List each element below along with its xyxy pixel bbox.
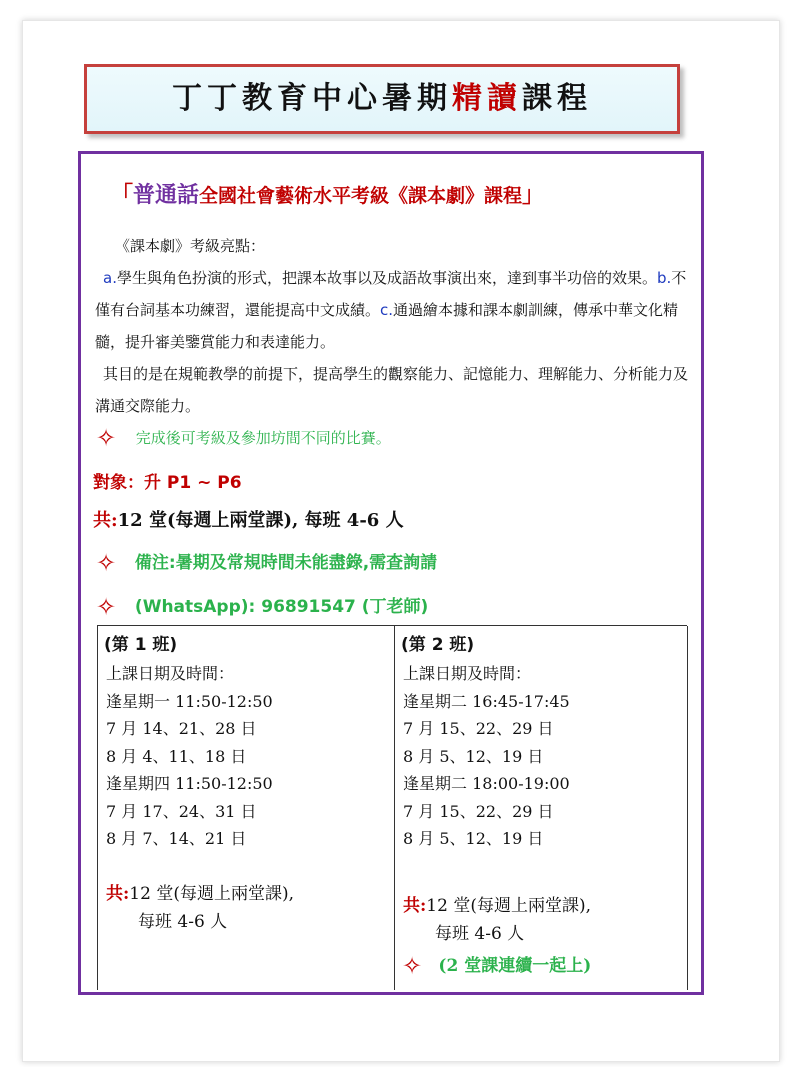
point-b-letter: b. [656,269,672,287]
class-1-total-label: 共: [106,884,130,904]
class-2-total-a: 12 堂(每週上兩堂課), [426,896,591,916]
class-2-line: 7 月 15、22、29 日 [403,719,554,738]
target-label: 對象： [93,473,144,493]
class-1-line: 7 月 17、24、31 日 [106,801,257,821]
class-1-head: (第 1 班) [104,635,178,655]
target-line [93,468,242,493]
sparkle-icon: ✧ [401,952,423,980]
course-frame [78,151,704,995]
title-part2: 課程 [522,81,592,116]
class-2-total [403,892,591,948]
class-2-schedule [403,660,570,853]
heading-close-quote: 」 [522,182,545,208]
heading-putonghua: 普通話 [133,182,200,208]
class-2-line: 上課日期及時間： [403,664,532,683]
class-schedule-table [97,625,687,990]
class-1-cell [97,626,395,990]
course-heading [111,178,691,209]
class-1-total-b: 每班 4-6 人 [138,912,228,932]
poster-title [84,64,680,134]
point-b-text: 不僅有台詞基本功練習，還能提高中文成績。 [95,269,687,319]
remark-note [93,548,437,575]
total-label: 共: [93,510,118,531]
class-2-cell [394,626,688,990]
class-2-head: (第 2 班) [401,635,475,655]
point-a-letter: a. [103,269,117,287]
sparkle-icon: ✧ [95,549,117,577]
class-2-note-text: (2 堂課連續一起上) [438,956,592,976]
class-1-schedule [106,660,273,853]
class-2-line: 逢星期二 16:45-17:45 [403,691,570,711]
class-2-line: 8 月 5、12、19 日 [403,746,544,766]
class-2-line: 8 月 5、12、19 日 [403,829,544,848]
class-1-total [106,880,294,936]
heading-open-quote: 「 [111,182,134,208]
intro-purpose: 其目的是在規範教學的前提下，提高學生的觀察能力、記憶能力、理解能力、分析能力及溝通交際能力。 [95,365,689,415]
class-2-note [399,952,591,980]
class-1-total-a: 12 堂(每週上兩堂課), [129,884,294,904]
class-2-total-label: 共: [403,896,427,916]
class-1-line: 上課日期及時間： [106,664,235,683]
point-a-text: 學生與角色扮演的形式，把課本故事以及成語故事演出來，達到事半功倍的效果。 [116,269,657,287]
whatsapp-text: (WhatsApp): 96891547 (丁老師) [134,597,429,617]
point-c-letter: c. [380,301,394,319]
class-2-line: 逢星期二 18:00-19:00 [403,774,570,793]
title-highlight: 精讀 [452,81,522,116]
intro-label: 《課本劇》考級亮點： [115,237,266,255]
sparkle-icon: ✧ [95,424,117,452]
point-c-text: 通過繪本據和課本劇訓練，傳承中華文化精髓，提升審美鑒賞能力和表達能力。 [95,301,679,351]
heading-rest: 全國社會藝術水平考級《課本劇》課程 [199,185,523,207]
title-part1: 丁丁教育中心暑期 [172,81,452,116]
class-1-line: 8 月 7、14、21 日 [106,829,247,848]
class-1-line: 逢星期四 11:50-12:50 [106,774,273,793]
target-value: 升 P1 ~ P6 [144,473,242,493]
class-1-line: 7 月 14、21、28 日 [106,719,257,738]
total-line [93,506,404,532]
sparkle-icon: ✧ [95,593,117,621]
remark-note-text: 備注:暑期及常規時間未能盡錄,需查詢請 [134,553,438,573]
whatsapp-note [93,592,428,619]
intro-paragraph [95,230,695,422]
class-2-total-b: 每班 4-6 人 [435,924,525,944]
class-1-line: 逢星期一 11:50-12:50 [106,691,273,711]
intro-points [95,262,695,358]
class-1-line: 8 月 4、11、18 日 [106,746,247,766]
class-2-line: 7 月 15、22、29 日 [403,801,554,821]
exam-note-text: 完成後可考級及參加坊間不同的比賽。 [135,429,391,447]
exam-note [93,426,391,450]
total-value: 12 堂(每週上兩堂課), 每班 4-6 人 [117,510,404,531]
